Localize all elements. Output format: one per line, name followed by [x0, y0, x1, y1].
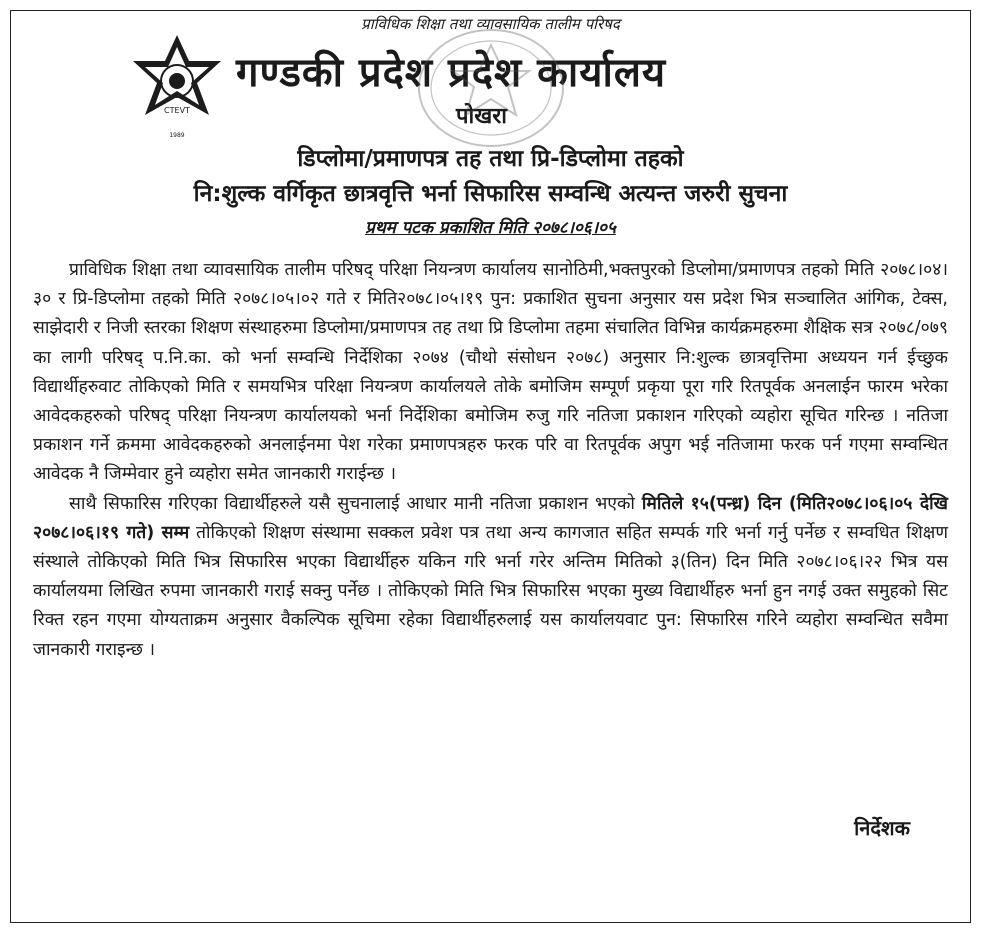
published-date-text: प्रथम पटक प्रकाशित मिति २०७८।०६।०५ [365, 218, 616, 238]
logo-year: 1989 [169, 132, 185, 139]
logo-label: CTEVT [164, 106, 190, 115]
paragraph-2-bold: मितिले १५(पन्ध्र) दिन (मिति२०७८।०६।०५ देखि २०७८।०६।१९ गते) सम्म [33, 493, 948, 543]
office-name: गण्डकी प्रदेश प्रदेश कार्यालय [236, 50, 667, 96]
published-date [11, 215, 970, 238]
ctevt-logo-icon [129, 33, 225, 143]
signature: निर्देशक [854, 816, 910, 840]
notice-heading-line1: डिप्लोमा/प्रमाणपत्र तह तथा प्रि-डिप्लोमा तहको [297, 146, 684, 172]
office-place: पोखरा [456, 104, 507, 129]
council-name: प्राविधिक शिक्षा तथा व्यावसायिक तालीम परिषद [361, 15, 620, 33]
office-seal-stamp [411, 23, 571, 153]
paragraph-2 [33, 490, 948, 665]
notice-page [10, 10, 971, 923]
paragraph-2-rest: तोकिएको शिक्षण संस्थामा सक्कल प्रवेश पत्र तथा अन्य कागजात सहित सम्पर्क गरि भर्ना गर्नु पर्नेछ र सम्वधित शिक्षण संस्थाले तोकिएको मिति भित्र सिफारिस भएका विद्यार्थीहरु यकिन गरि भर्ना गरेर अन्तिम मितिको ३(तिन) दिन मिति २०७८।०६।२२ भित्र यस कार्यालयमा लिखित रुपमा जानकारी गराई सक्नु पर्नेछ । तोकिएको मिति भित्र सिफारिस भएका मुख्य विद्यार्थीहरु भर्ना हुन नगई उक्त समुहको सिट रिक्त रहन गएमा योग्यताक्रम अनुसार वैकल्पिक सूचिमा रहेका विद्यार्थीहरुलाई यस कार्यालयवाट पुन: सिफारिस गरिने व्यहोरा सम्वन्धित सवैमा जानकारी गराइन्छ । [33, 522, 948, 660]
notice-heading-line2: नि:शुल्क वर्गिकृत छात्रवृत्ति भर्ना सिफारिस सम्वन्धि अत्यन्त जरुरी सुचना [193, 181, 788, 207]
paragraph-1: प्राविधिक शिक्षा तथा व्यावसायिक तालीम परिषद् परिक्षा नियन्त्रण कार्यालय सानोठिमी,भक्तपुरको डिप्लोमा/प्रमाणपत्र तहको मिति २०७८।०४।३० र प्रि-डिप्लोमा तहको मिति २०७८।०५।०२ गते र मिति२०७८।०५।१९ पुन: प्रकाशित सुचना अनुसार यस प्रदेश भित्र सञ्चालित आंगिक, टेक्स, साझेदारी र निजी स्तरका शिक्षण संस्थाहरुमा डिप्लोमा/प्रमाणपत्र तह तथा प्रि डिप्लोमा तहमा संचालित विभिन्न कार्यक्रमहरुमा शैक्षिक सत्र २०७८/०७९ का लागी परिषद् प.नि.का. को भर्ना सम्वन्धि निर्देशिका २०७४ (चौथो संसोधन २०७८) अनुसार नि:शुल्क छात्रवृत्तिमा अध्ययन गर्न ईच्छुक विद्यार्थीहरुवाट तोकिएको मिति र समयभित्र परिक्षा नियन्त्रण कार्यालयले तोके बमोजिम सम्पूर्ण प्रकृया पूरा गरि रितपूर्वक अनलाईन फारम भरेका आवेदकहरुको परिषद् परिक्षा नियन्त्रण कार्यालयको भर्ना निर्देशिका बमोजिम रुजु गरि नतिजा प्रकाशन गरिएको व्यहोरा सूचित गरिन्छ । नतिजा प्रकाशन गर्ने क्रममा आवेदकहरुको अनलाईनमा पेश गरेका प्रमाणपत्रहरु फरक परि वा रितपूर्वक अपुग भई नतिजामा फरक पर्न गएमा सम्वन्धित आवेदक नै जिम्मेवार हुने व्यहोरा समेत जानकारी गराईन्छ । [33, 260, 948, 485]
notice-body [33, 256, 948, 665]
paragraph-2-intro: साथै सिफारिस गरिएका विद्यार्थीहरुले यसै सुचनालाई आधार मानी नतिजा प्रकाशन भएको [69, 493, 635, 514]
